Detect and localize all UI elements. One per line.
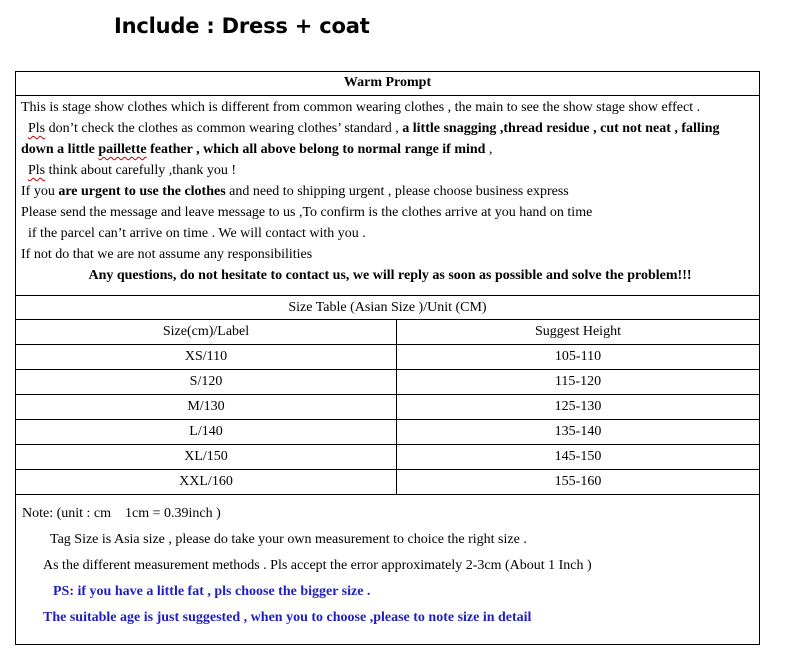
height-cell: 145-150	[397, 445, 760, 470]
header-size-label: Size(cm)/Label	[16, 320, 397, 345]
table-row	[16, 470, 759, 495]
note-tag-size: Tag Size is Asia size , please do take your own measurement to choice the right size .	[50, 532, 527, 547]
prompt-line-5-bold: are urgent to use the clothes	[58, 184, 226, 199]
prompt-line-5-b: and need to shipping urgent , please choose business express	[225, 184, 569, 199]
prompt-line-5-a: If you	[21, 184, 59, 199]
prompt-line-6: Please send the message and leave message to us ,To confirm is the clothes arrive at you hand on time	[21, 205, 593, 220]
prompt-line-7-text: if the parcel can’t arrive on time . We will contact with you .	[28, 226, 366, 241]
warm-prompt-body	[16, 96, 759, 296]
size-cell: XS/110	[16, 345, 397, 370]
prompt-line-4	[21, 160, 759, 181]
prompt-line-2-text: don’t check the clothes as common wearing clothes’ standard ,	[45, 121, 403, 136]
prompt-line-4-text: think about carefully ,thank you !	[45, 163, 237, 178]
note-ps: PS: if you have a little fat , pls choose the bigger size .	[53, 584, 371, 599]
table-row	[16, 370, 759, 395]
prompt-line-3	[21, 139, 759, 160]
pls-word: Pls	[28, 121, 46, 136]
notes-section	[16, 495, 759, 631]
prompt-line-3-bold-a: down a little	[21, 142, 99, 157]
paillette-word: paillette	[98, 142, 147, 157]
info-table	[15, 71, 760, 645]
prompt-line-2-bold: a little snagging ,thread residue , cut not neat , falling	[402, 121, 720, 136]
height-cell: 135-140	[397, 420, 760, 445]
table-row	[16, 420, 759, 445]
note-age: The suitable age is just suggested , when you to choose ,please to note size in detail	[43, 610, 532, 625]
prompt-line-2	[21, 118, 759, 139]
table-header-row	[16, 320, 759, 345]
note-unit: Note: (unit : cm 1cm = 0.39inch )	[22, 506, 221, 521]
pls-word: Pls	[28, 163, 46, 178]
table-row	[16, 395, 759, 420]
height-cell: 115-120	[397, 370, 760, 395]
size-cell: L/140	[16, 420, 397, 445]
page-heading: Include : Dress + coat	[114, 14, 370, 38]
size-table-title: Size Table (Asian Size )/Unit (CM)	[16, 296, 759, 320]
prompt-line-9: Any questions, do not hesitate to contact us, we will reply as soon as possible and solve the problem!!!	[88, 268, 692, 283]
size-cell: XXL/160	[16, 470, 397, 495]
size-cell: M/130	[16, 395, 397, 420]
prompt-line-7	[21, 223, 759, 244]
prompt-line-1: This is stage show clothes which is different from common wearing clothes , the main to see the show stage show effect .	[21, 100, 701, 115]
prompt-line-3-bold-b: feather , which all above belong to normal range if mind	[146, 142, 486, 157]
note-measurement: As the different measurement methods . Pls accept the error approximately 2-3cm (About 1 Inch )	[43, 558, 592, 573]
size-table	[16, 320, 759, 495]
header-suggest-height: Suggest Height	[397, 320, 760, 345]
height-cell: 125-130	[397, 395, 760, 420]
table-row	[16, 445, 759, 470]
table-row	[16, 345, 759, 370]
size-cell: S/120	[16, 370, 397, 395]
prompt-line-5	[21, 181, 759, 202]
warm-prompt-title: Warm Prompt	[16, 72, 759, 96]
prompt-line-3-tail: ,	[485, 142, 493, 157]
height-cell: 105-110	[397, 345, 760, 370]
size-cell: XL/150	[16, 445, 397, 470]
prompt-line-8: If not do that we are not assume any responsibilities	[21, 247, 313, 262]
height-cell: 155-160	[397, 470, 760, 495]
